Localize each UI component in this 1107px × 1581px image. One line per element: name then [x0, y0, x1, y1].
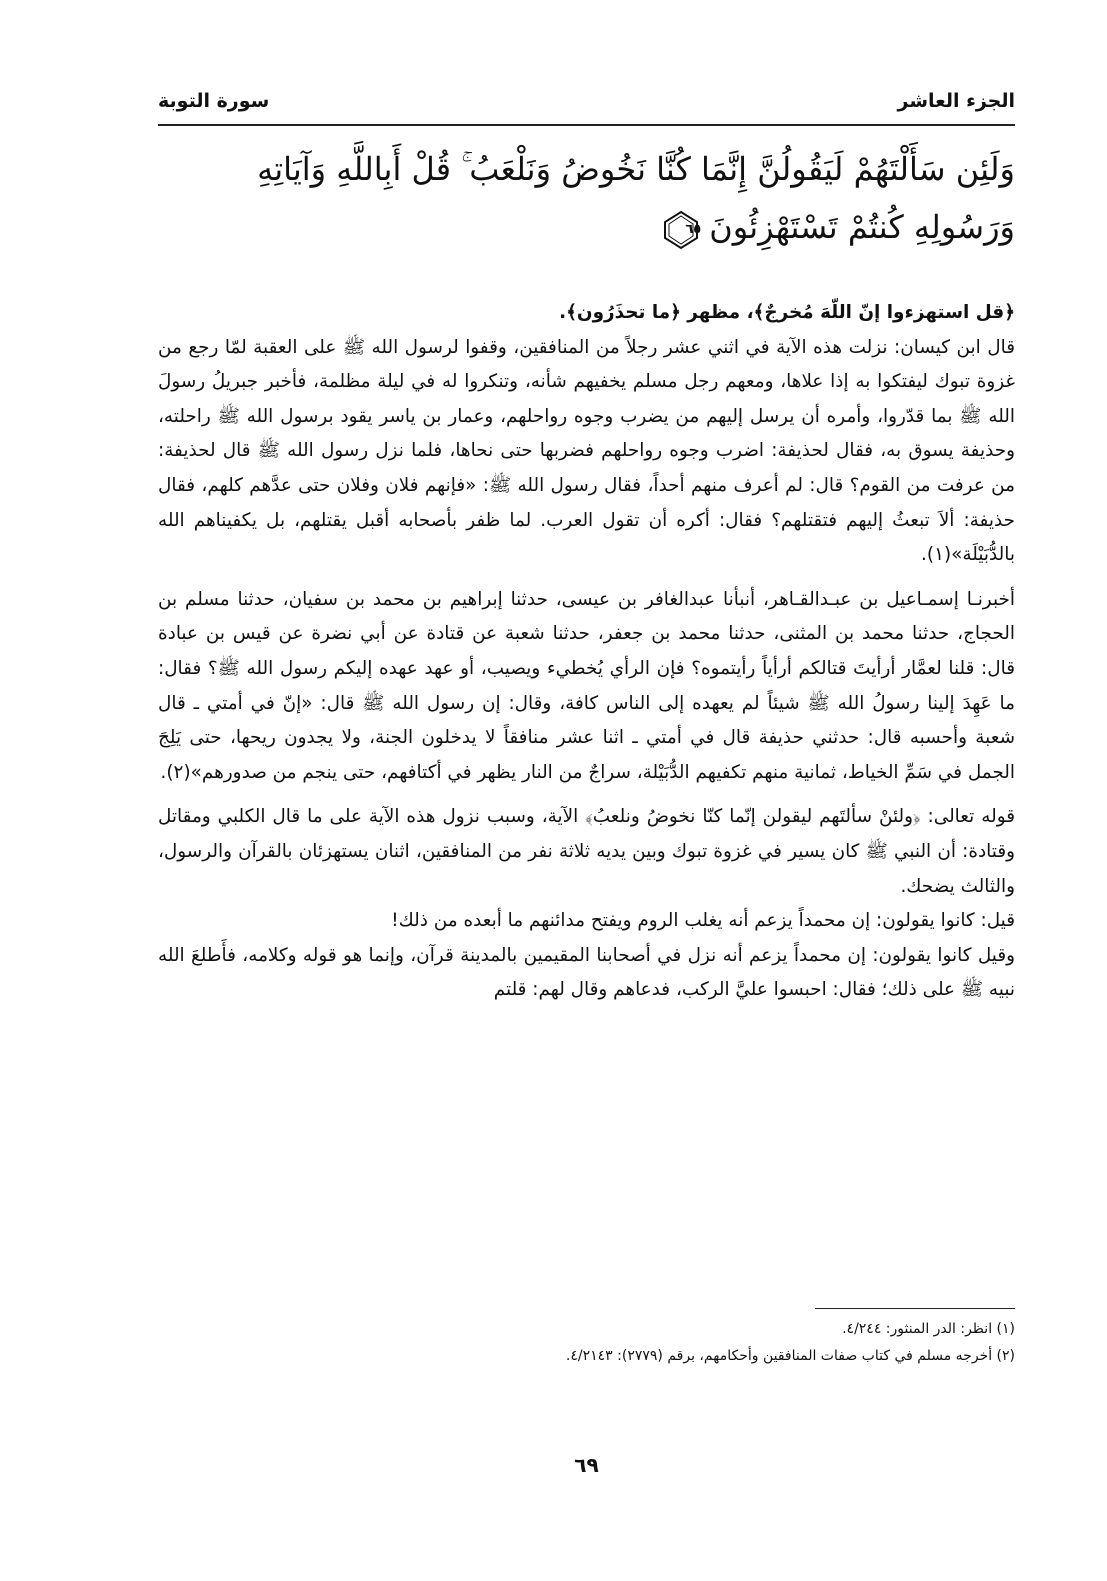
paragraph-4: قوله تعالى: ﴿ولئنْ سألتَهم ليقولن إنّما كنّا نخوضُ ونلعبُ﴾ الآية، وسبب نزول هذه الآية على ما قال الكلبي ومقاتل وقتادة: أن النبي ﷺ كان يسير في غزوة تبوك وبين يديه ثلاثة نفر من المنافقين، اثنان يستهزئان بالقرآن والرسول، والثالث يضحك. [158, 806, 1015, 897]
footnote-rule [815, 1308, 1015, 1309]
verse-line-1: وَلَئِن سَأَلْتَهُمْ لَيَقُولُنَّ إِنَّمَا كُنَّا نَخُوضُ وَنَلْعَبُ ۚ قُلْ أَبِاللَّهِ وَآيَاتِهِ [257, 150, 1015, 188]
footnote-1: (١) انظر: الدر المنثور: ٤/٢٤٤. [842, 1321, 1015, 1337]
ayah-marker-icon [661, 210, 701, 250]
paragraph-6: وقيل كانوا يقولون: إن محمداً يزعم أنه نزل في أصحابنا المقيمين بالمدينة قرآن، وإنما هو قوله وكلامه، فأَطلعَ الله نبيه ﷺ على ذلك؛ فقال: احبسوا عليَّ الركب، فدعاهم وقال لهم: قلتم [158, 944, 1015, 1001]
verse-line-2 [158, 198, 1015, 256]
footnotes [158, 1316, 1015, 1370]
surah-title: سورة التوبة [158, 90, 270, 112]
ayah-number: ٦٥ [685, 221, 702, 237]
paragraph-5: قيل: كانوا يقولون: إن محمداً يزعم أنه يغلب الروم ويفتح مدائنهم ما أبعده من ذلك! [391, 910, 1015, 932]
juz-title: الجزء العاشر [897, 90, 1015, 112]
running-header [158, 90, 1015, 120]
verse-line-2-text: وَرَسُولِهِ كُنتُمْ تَسْتَهْزِئُونَ [709, 208, 1015, 246]
paragraph-3: أخبرنـا إسمـاعيل بن عبـدالقـاهر، أنبأنا عبدالغافر بن عيسى، حدثنا إبراهيم بن محمد بن سفيان، حدثنا مسلم بن الحجاج، حدثنا محمد بن المثنى، حدثنا محمد بن جعفر، حدثنا شعبة عن قتادة عن أبي نضرة عن قيس بن عبادة قال: قلنا لعمَّار أرأيتَ قتالكم أرأياً رأيتموه؟ فإن الرأي يُخطيء ويصيب، أو عهد عهده إليكم رسول الله ﷺ؟ فقال: ما عَهِدَ إلينا رسولُ الله ﷺ شيئاً لم يعهده إلى الناس كافة، وقال: إن رسول الله ﷺ قال: «إنّ في أمتي ـ قال شعبة وأحسبه قال: حدثني حذيفة قال في أمتي ـ اثنا عشر منافقاً لا يدخلون الجنة، ولا يجدون ريحها، حتى يَلِجَ الجمل في سَمِّ الخياط، ثمانية منهم تكفيهم الدُّبَيْلة، سراجٌ من النار يظهر في أكتافهم، حتى ينجم من صدورهم»(٢). [158, 588, 1015, 783]
commentary-body [158, 296, 1015, 1008]
footnote-2: (٢) أخرجه مسلم في كتاب صفات المنافقين وأحكامهم، برقم (٢٧٧٩): ٤/٢١٤٣. [565, 1348, 1015, 1364]
quran-verse [158, 140, 1015, 256]
header-rule [158, 124, 1015, 126]
page [158, 80, 1015, 1550]
paragraph-2: قال ابن كيسان: نزلت هذه الآية في اثني عشر رجلاً من المنافقين، وقفوا لرسول الله ﷺ على العقبة لمّا رجع من غزوة تبوك ليفتكوا به إذا علاها، ومعهم رجل مسلم يخفيهم شأنه، وتنكروا له في ليلة مظلمة، فأخبر جبريلُ رسولَ الله ﷺ بما قدّروا، وأمره أن يرسل إليهم من يضرب وجوه رواحلهم، وعمار بن ياسر يقود برسول الله ﷺ راحلته، وحذيفة يسوق به، فقال لحذيفة: اضرب وجوه رواحلهم فضربها حتى نحاها، فلما نزل رسول الله ﷺ قال لحذيفة: من عرفت من القوم؟ قال: لم أعرف منهم أحداً، فقال رسول الله ﷺ: «فإنهم فلان وفلان حتى عدَّهم كلهم، فقال حذيفة: ألاَ تبعثُ إليهم فتقتلهم؟ فقال: أكره أن تقول العرب. لما ظفر بأصحابه أقبل يقتلهم، بل يكفيناهم الله بالدُّبَيْلَة»(١). [158, 336, 1015, 566]
page-number: ٦٩ [574, 1453, 599, 1477]
paragraph-1: ﴿قل استهزءوا إنّ اللّهَ مُخرجٌ﴾، مظهر ﴿ما تحذَرُون﴾. [559, 302, 1015, 323]
